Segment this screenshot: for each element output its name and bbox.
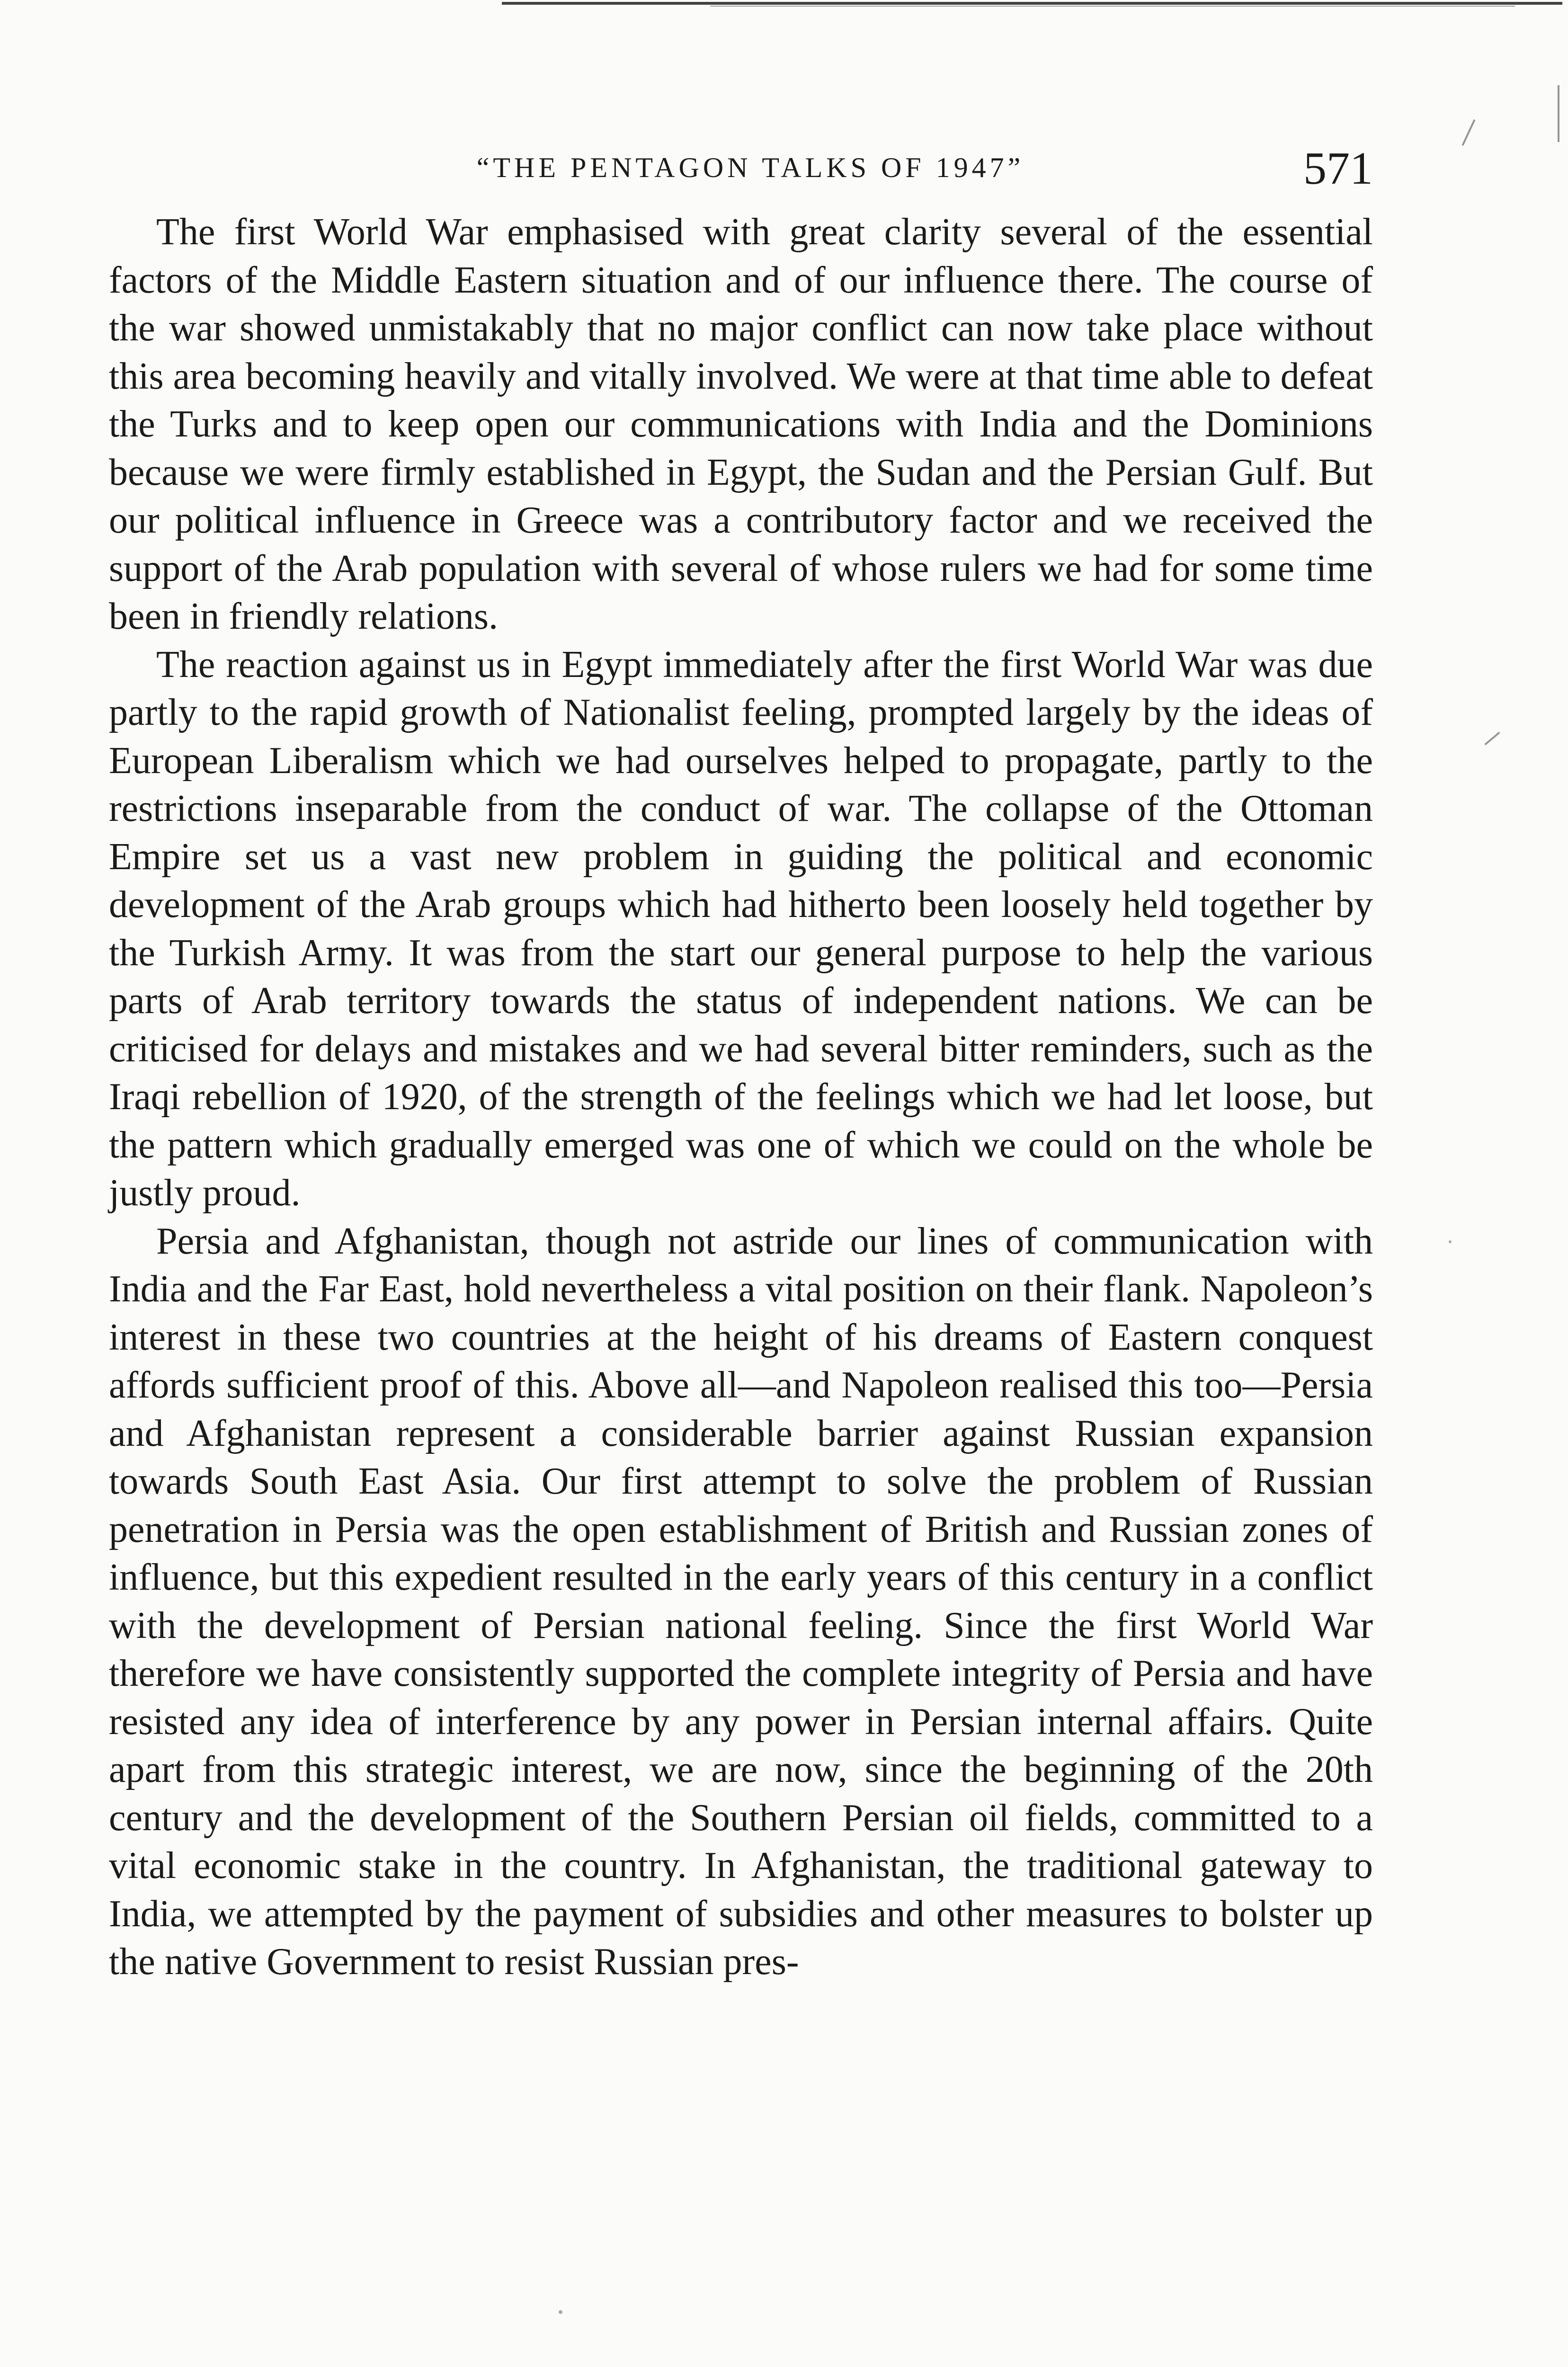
scan-edge-mark <box>1462 119 1476 146</box>
paragraph-1: The first World War emphasised with great clarity several of the essential factors of the Middle Eastern situation and of our influence there. The course of the war showed unmistakably that no major conflict can now take place without this area becoming heavily and vitally involved. We were at that time able to defeat the Turks and to keep open our communications with India and the Dominions because we were firmly established in Egypt, the Sudan and the Persian Gulf. But our political influence in Greece was a contributory factor and we received the support of the Arab population with several of whose rulers we had for some time been in friendly relations. <box>109 211 1373 637</box>
page-number: 571 <box>1303 143 1373 194</box>
running-header <box>109 137 1373 208</box>
scan-speck <box>559 2310 562 2314</box>
scan-edge-rule-thin <box>710 6 1515 7</box>
running-title: “THE PENTAGON TALKS OF 1947” <box>476 152 1025 183</box>
paragraph-2: The reaction against us in Egypt immediately after the first World War was due partly to the rapid growth of Nationalist feeling, prompted largely by the ideas of European Liberalism which we had ourselves helped to propagate, partly to the restrictions inseparable from the conduct of war. The collapse of the Ottoman Empire set us a vast new problem in guiding the political and economic development of the Arab groups which had hitherto been loosely held together by the Turkish Army. It was from the start our general purpose to help the various parts of Arab territory towards the status of independent nations. We can be criticised for delays and mistakes and we had several bitter reminders, such as the Iraqi rebellion of 1920, of the strength of the feelings which we had let loose, but the pattern which gradually emerged was one of which we could on the whole be justly proud. <box>109 643 1373 1214</box>
scan-edge-rule <box>502 2 1562 5</box>
document-page <box>109 137 1373 1986</box>
scan-speck <box>1449 1240 1452 1243</box>
scan-edge-mark <box>1484 732 1500 746</box>
scan-edge-mark <box>1558 85 1559 142</box>
paragraph-3: Persia and Afghanistan, though not astride our lines of communication with India and the Far East, hold nevertheless a vital position on their flank. Napoleon’s interest in these two countries at the height of his dreams of Eastern conquest affords sufficient proof of this. Above all—and Napoleon realised this too—Persia and Afghanistan represent a considerable barrier against Russian expansion towards South East Asia. Our first attempt to solve the problem of Russian penetration in Persia was the open establishment of British and Russian zones of influence, but this expedient resulted in the early years of this century in a conflict with the development of Persian national feeling. Since the first World War therefore we have consistently supported the complete integrity of Persia and have resisted any idea of interference by any power in Persian internal affairs. Quite apart from this strategic interest, we are now, since the beginning of the 20th century and the development of the Southern Persian oil fields, committed to a vital economic stake in the country. In Afghanistan, the traditional gateway to India, we attempted by the payment of subsidies and other measures to bolster up the native Government to resist Russian pres- <box>109 1220 1373 1983</box>
body-text <box>109 208 1373 1986</box>
